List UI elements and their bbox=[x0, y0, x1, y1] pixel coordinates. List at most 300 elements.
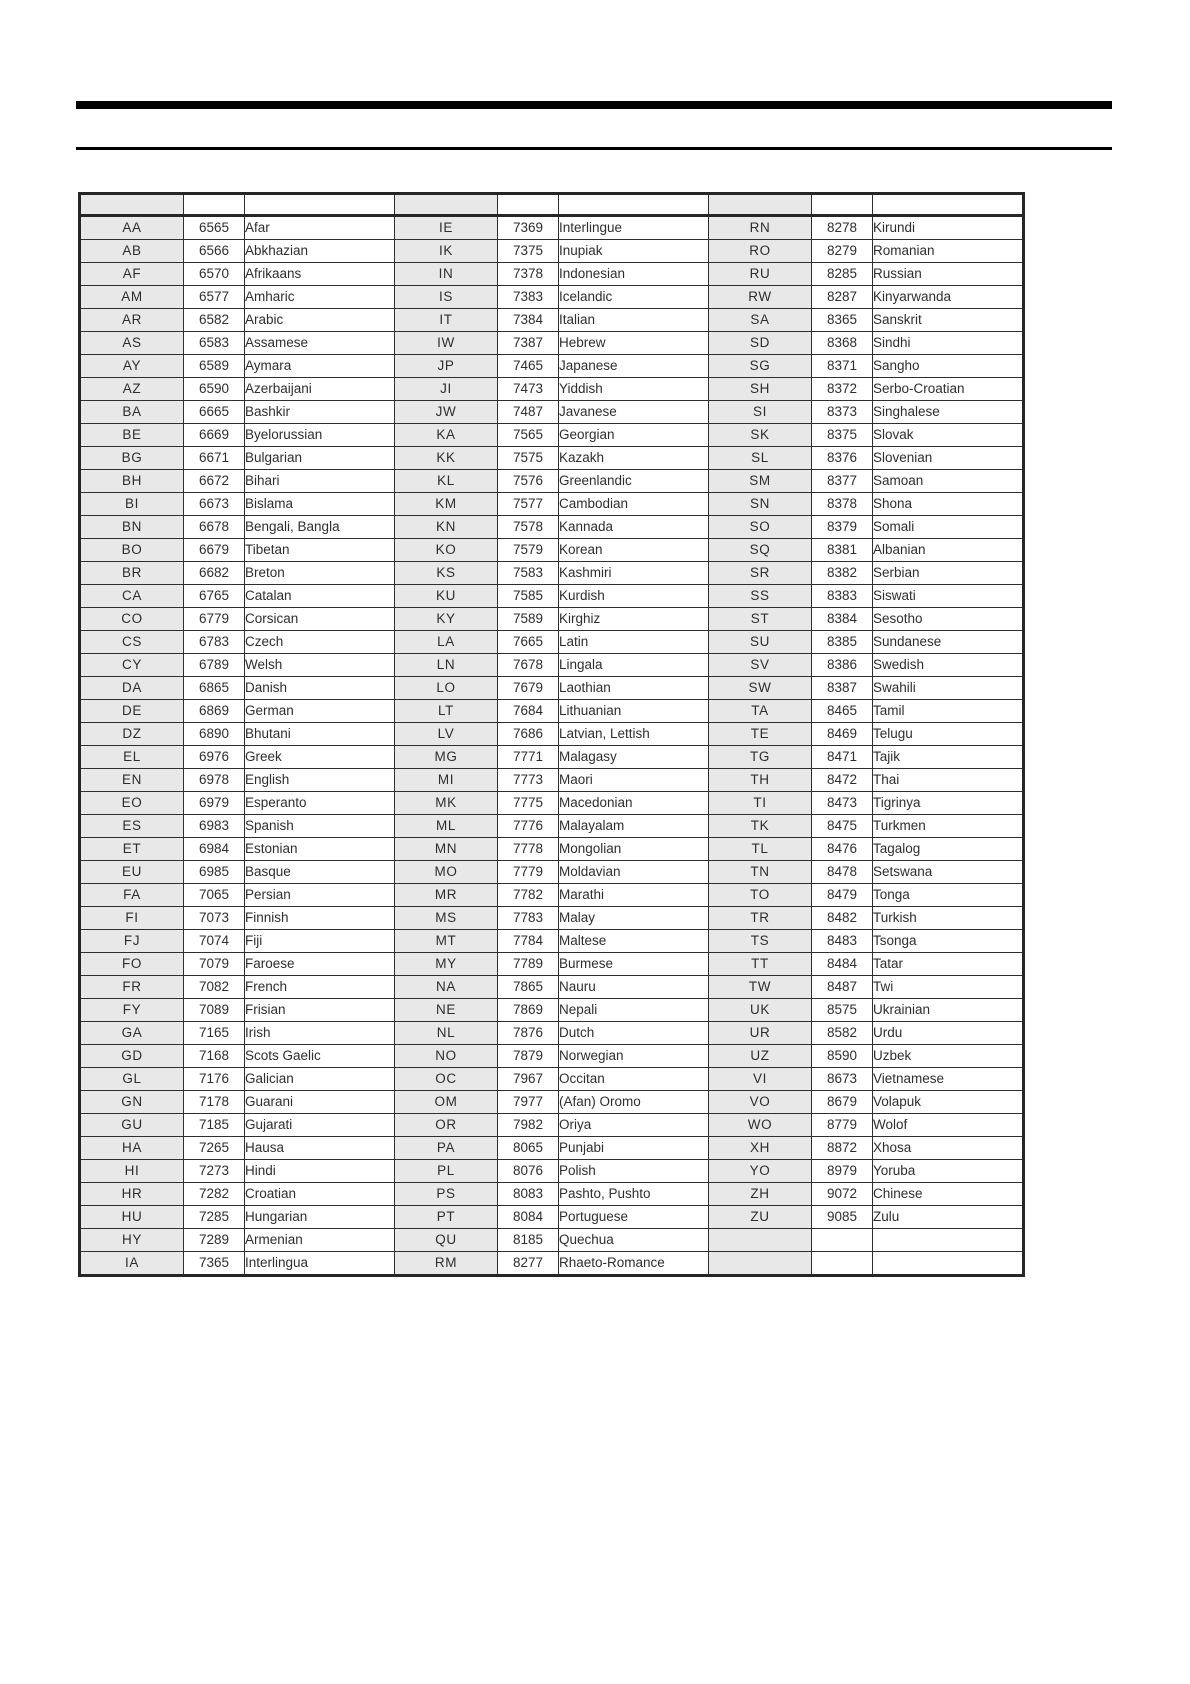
code-cell: EN bbox=[80, 769, 184, 792]
language-cell: Scots Gaelic bbox=[245, 1045, 395, 1068]
number-cell: 7289 bbox=[184, 1229, 245, 1252]
code-cell: XH bbox=[709, 1137, 812, 1160]
top-thick-rule bbox=[76, 101, 1112, 109]
number-cell: 7369 bbox=[498, 216, 559, 240]
number-cell: 7589 bbox=[498, 608, 559, 631]
number-cell: 8469 bbox=[812, 723, 873, 746]
language-cell: Assamese bbox=[245, 332, 395, 355]
number-cell: 7789 bbox=[498, 953, 559, 976]
number-cell: 6577 bbox=[184, 286, 245, 309]
number-cell: 7065 bbox=[184, 884, 245, 907]
language-cell: Macedonian bbox=[559, 792, 709, 815]
code-cell: BO bbox=[80, 539, 184, 562]
language-cell: Afar bbox=[245, 216, 395, 240]
code-cell: DZ bbox=[80, 723, 184, 746]
language-cell: Kinyarwanda bbox=[873, 286, 1024, 309]
language-cell: Malagasy bbox=[559, 746, 709, 769]
number-cell: 6765 bbox=[184, 585, 245, 608]
code-cell: JP bbox=[395, 355, 498, 378]
number-cell: 6789 bbox=[184, 654, 245, 677]
table-row bbox=[80, 1206, 1024, 1229]
number-cell: 7383 bbox=[498, 286, 559, 309]
code-cell: AB bbox=[80, 240, 184, 263]
language-cell: Slovenian bbox=[873, 447, 1024, 470]
code-cell: KK bbox=[395, 447, 498, 470]
number-cell: 7565 bbox=[498, 424, 559, 447]
code-cell: EU bbox=[80, 861, 184, 884]
language-cell: Frisian bbox=[245, 999, 395, 1022]
language-cell: Kirghiz bbox=[559, 608, 709, 631]
code-cell: NO bbox=[395, 1045, 498, 1068]
table-row bbox=[80, 1022, 1024, 1045]
number-cell: 9072 bbox=[812, 1183, 873, 1206]
language-cell: Bislama bbox=[245, 493, 395, 516]
table-row bbox=[80, 769, 1024, 792]
language-cell: Ukrainian bbox=[873, 999, 1024, 1022]
table-row bbox=[80, 700, 1024, 723]
code-cell: NL bbox=[395, 1022, 498, 1045]
language-cell: Swahili bbox=[873, 677, 1024, 700]
table-row bbox=[80, 1045, 1024, 1068]
code-cell: SR bbox=[709, 562, 812, 585]
code-cell: SD bbox=[709, 332, 812, 355]
code-cell: QU bbox=[395, 1229, 498, 1252]
code-cell: FO bbox=[80, 953, 184, 976]
table-row bbox=[80, 516, 1024, 539]
code-cell: ET bbox=[80, 838, 184, 861]
code-cell: RO bbox=[709, 240, 812, 263]
table-row bbox=[80, 216, 1024, 240]
code-cell: SA bbox=[709, 309, 812, 332]
language-cell: Interlingua bbox=[245, 1252, 395, 1276]
code-cell: LA bbox=[395, 631, 498, 654]
number-cell: 7285 bbox=[184, 1206, 245, 1229]
language-cell: Turkish bbox=[873, 907, 1024, 930]
language-cell: Kashmiri bbox=[559, 562, 709, 585]
code-cell: IN bbox=[395, 263, 498, 286]
code-cell: BR bbox=[80, 562, 184, 585]
number-cell: 8385 bbox=[812, 631, 873, 654]
code-cell: KY bbox=[395, 608, 498, 631]
language-cell: Maltese bbox=[559, 930, 709, 953]
code-cell: MO bbox=[395, 861, 498, 884]
code-cell: SO bbox=[709, 516, 812, 539]
language-cell: Burmese bbox=[559, 953, 709, 976]
code-cell: UK bbox=[709, 999, 812, 1022]
language-cell: Tagalog bbox=[873, 838, 1024, 861]
number-cell: 7378 bbox=[498, 263, 559, 286]
table-row bbox=[80, 746, 1024, 769]
number-cell: 7579 bbox=[498, 539, 559, 562]
language-cell: Chinese bbox=[873, 1183, 1024, 1206]
code-cell: MG bbox=[395, 746, 498, 769]
code-cell: UZ bbox=[709, 1045, 812, 1068]
table-row bbox=[80, 286, 1024, 309]
code-cell: EO bbox=[80, 792, 184, 815]
number-cell: 8575 bbox=[812, 999, 873, 1022]
code-cell: PT bbox=[395, 1206, 498, 1229]
number-cell: 9085 bbox=[812, 1206, 873, 1229]
table-row bbox=[80, 470, 1024, 493]
code-cell: GD bbox=[80, 1045, 184, 1068]
language-cell: Vietnamese bbox=[873, 1068, 1024, 1091]
language-cell: Greek bbox=[245, 746, 395, 769]
code-cell: LT bbox=[395, 700, 498, 723]
language-cell: Kazakh bbox=[559, 447, 709, 470]
number-cell: 8065 bbox=[498, 1137, 559, 1160]
code-cell: YO bbox=[709, 1160, 812, 1183]
language-cell: Azerbaijani bbox=[245, 378, 395, 401]
number-cell: 6672 bbox=[184, 470, 245, 493]
language-cell bbox=[873, 1252, 1024, 1276]
language-cell: Urdu bbox=[873, 1022, 1024, 1045]
language-cell: Occitan bbox=[559, 1068, 709, 1091]
number-cell: 7775 bbox=[498, 792, 559, 815]
language-cell: Sanskrit bbox=[873, 309, 1024, 332]
code-cell: KM bbox=[395, 493, 498, 516]
number-cell: 7679 bbox=[498, 677, 559, 700]
code-cell: VO bbox=[709, 1091, 812, 1114]
number-cell: 7074 bbox=[184, 930, 245, 953]
number-cell: 6779 bbox=[184, 608, 245, 631]
code-cell: JW bbox=[395, 401, 498, 424]
language-cell: Siswati bbox=[873, 585, 1024, 608]
code-cell: OR bbox=[395, 1114, 498, 1137]
number-cell: 8473 bbox=[812, 792, 873, 815]
code-cell: IK bbox=[395, 240, 498, 263]
number-cell: 7773 bbox=[498, 769, 559, 792]
language-cell: Xhosa bbox=[873, 1137, 1024, 1160]
code-cell: SS bbox=[709, 585, 812, 608]
language-cell: Tigrinya bbox=[873, 792, 1024, 815]
code-cell bbox=[709, 1252, 812, 1276]
language-cell: Russian bbox=[873, 263, 1024, 286]
code-cell: SK bbox=[709, 424, 812, 447]
number-cell: 7782 bbox=[498, 884, 559, 907]
language-cell: Armenian bbox=[245, 1229, 395, 1252]
language-cell: Nepali bbox=[559, 999, 709, 1022]
table-row bbox=[80, 240, 1024, 263]
number-cell: 8287 bbox=[812, 286, 873, 309]
header-number-cell bbox=[184, 194, 245, 216]
number-cell: 8471 bbox=[812, 746, 873, 769]
number-cell: 6669 bbox=[184, 424, 245, 447]
language-cell: Singhalese bbox=[873, 401, 1024, 424]
code-cell: FA bbox=[80, 884, 184, 907]
number-cell: 6565 bbox=[184, 216, 245, 240]
code-cell: KN bbox=[395, 516, 498, 539]
number-cell: 7865 bbox=[498, 976, 559, 999]
number-cell bbox=[812, 1252, 873, 1276]
number-cell: 8382 bbox=[812, 562, 873, 585]
number-cell: 6983 bbox=[184, 815, 245, 838]
language-cell: Oriya bbox=[559, 1114, 709, 1137]
number-cell: 8779 bbox=[812, 1114, 873, 1137]
language-cell: Latvian, Lettish bbox=[559, 723, 709, 746]
number-cell: 7168 bbox=[184, 1045, 245, 1068]
language-cell: Welsh bbox=[245, 654, 395, 677]
table-row bbox=[80, 930, 1024, 953]
table-row bbox=[80, 424, 1024, 447]
code-cell: IS bbox=[395, 286, 498, 309]
table-row bbox=[80, 1229, 1024, 1252]
code-cell: ST bbox=[709, 608, 812, 631]
language-cell: Aymara bbox=[245, 355, 395, 378]
number-cell: 6566 bbox=[184, 240, 245, 263]
number-cell: 8371 bbox=[812, 355, 873, 378]
code-cell: IT bbox=[395, 309, 498, 332]
number-cell: 7073 bbox=[184, 907, 245, 930]
code-cell: SM bbox=[709, 470, 812, 493]
number-cell: 8277 bbox=[498, 1252, 559, 1276]
language-cell: Catalan bbox=[245, 585, 395, 608]
code-cell: VI bbox=[709, 1068, 812, 1091]
number-cell: 7079 bbox=[184, 953, 245, 976]
number-cell: 8483 bbox=[812, 930, 873, 953]
number-cell: 6984 bbox=[184, 838, 245, 861]
code-cell: SQ bbox=[709, 539, 812, 562]
number-cell: 7178 bbox=[184, 1091, 245, 1114]
language-cell: Mongolian bbox=[559, 838, 709, 861]
language-cell: Punjabi bbox=[559, 1137, 709, 1160]
language-cell: Twi bbox=[873, 976, 1024, 999]
language-cell: Quechua bbox=[559, 1229, 709, 1252]
number-cell: 8582 bbox=[812, 1022, 873, 1045]
language-cell: Amharic bbox=[245, 286, 395, 309]
code-cell: NA bbox=[395, 976, 498, 999]
language-cell: Tibetan bbox=[245, 539, 395, 562]
table-row bbox=[80, 723, 1024, 746]
number-cell: 7876 bbox=[498, 1022, 559, 1045]
language-cell: Tajik bbox=[873, 746, 1024, 769]
number-cell: 7778 bbox=[498, 838, 559, 861]
number-cell: 6673 bbox=[184, 493, 245, 516]
language-cell: Bengali, Bangla bbox=[245, 516, 395, 539]
number-cell: 7265 bbox=[184, 1137, 245, 1160]
number-cell: 8979 bbox=[812, 1160, 873, 1183]
language-cell: Breton bbox=[245, 562, 395, 585]
language-cell: Afrikaans bbox=[245, 263, 395, 286]
language-cell: Uzbek bbox=[873, 1045, 1024, 1068]
code-cell: TH bbox=[709, 769, 812, 792]
code-cell: KU bbox=[395, 585, 498, 608]
language-cell: Hindi bbox=[245, 1160, 395, 1183]
language-cell: Lingala bbox=[559, 654, 709, 677]
number-cell: 7375 bbox=[498, 240, 559, 263]
language-cell: Yiddish bbox=[559, 378, 709, 401]
language-cell: Spanish bbox=[245, 815, 395, 838]
number-cell: 8285 bbox=[812, 263, 873, 286]
table-row bbox=[80, 1183, 1024, 1206]
number-cell: 6583 bbox=[184, 332, 245, 355]
number-cell: 8185 bbox=[498, 1229, 559, 1252]
number-cell: 7686 bbox=[498, 723, 559, 746]
table-row bbox=[80, 631, 1024, 654]
code-cell: DA bbox=[80, 677, 184, 700]
code-cell: HI bbox=[80, 1160, 184, 1183]
language-cell: Volapuk bbox=[873, 1091, 1024, 1114]
number-cell: 6570 bbox=[184, 263, 245, 286]
language-code-table bbox=[78, 192, 1025, 1277]
number-cell: 7089 bbox=[184, 999, 245, 1022]
language-cell: Sesotho bbox=[873, 608, 1024, 631]
language-cell: Telugu bbox=[873, 723, 1024, 746]
language-cell: Kirundi bbox=[873, 216, 1024, 240]
number-cell: 6590 bbox=[184, 378, 245, 401]
code-cell: CS bbox=[80, 631, 184, 654]
number-cell: 7583 bbox=[498, 562, 559, 585]
code-cell: SW bbox=[709, 677, 812, 700]
code-cell: PS bbox=[395, 1183, 498, 1206]
table-row bbox=[80, 401, 1024, 424]
number-cell: 6665 bbox=[184, 401, 245, 424]
code-cell: HU bbox=[80, 1206, 184, 1229]
header-language-cell bbox=[245, 194, 395, 216]
number-cell: 8373 bbox=[812, 401, 873, 424]
code-cell: OM bbox=[395, 1091, 498, 1114]
language-cell: Marathi bbox=[559, 884, 709, 907]
table-row bbox=[80, 677, 1024, 700]
language-cell: German bbox=[245, 700, 395, 723]
language-cell: Javanese bbox=[559, 401, 709, 424]
number-cell: 7176 bbox=[184, 1068, 245, 1091]
table-row bbox=[80, 585, 1024, 608]
code-cell: ES bbox=[80, 815, 184, 838]
code-cell: RN bbox=[709, 216, 812, 240]
code-cell: MT bbox=[395, 930, 498, 953]
code-cell: IE bbox=[395, 216, 498, 240]
language-cell: Portuguese bbox=[559, 1206, 709, 1229]
code-cell: AZ bbox=[80, 378, 184, 401]
number-cell: 8376 bbox=[812, 447, 873, 470]
code-cell: BI bbox=[80, 493, 184, 516]
table-row bbox=[80, 999, 1024, 1022]
number-cell: 7487 bbox=[498, 401, 559, 424]
number-cell: 6890 bbox=[184, 723, 245, 746]
code-cell: BN bbox=[80, 516, 184, 539]
language-cell: Slovak bbox=[873, 424, 1024, 447]
code-cell: TE bbox=[709, 723, 812, 746]
code-cell: RW bbox=[709, 286, 812, 309]
code-cell: TW bbox=[709, 976, 812, 999]
code-cell: FJ bbox=[80, 930, 184, 953]
header-code-cell bbox=[80, 194, 184, 216]
code-cell: TN bbox=[709, 861, 812, 884]
language-cell: Tamil bbox=[873, 700, 1024, 723]
language-cell: Indonesian bbox=[559, 263, 709, 286]
code-cell: AS bbox=[80, 332, 184, 355]
code-cell: BA bbox=[80, 401, 184, 424]
number-cell: 8387 bbox=[812, 677, 873, 700]
language-cell: Croatian bbox=[245, 1183, 395, 1206]
code-cell: HY bbox=[80, 1229, 184, 1252]
table-row bbox=[80, 1160, 1024, 1183]
number-cell: 7967 bbox=[498, 1068, 559, 1091]
language-cell: Somali bbox=[873, 516, 1024, 539]
table-row bbox=[80, 815, 1024, 838]
code-cell: HR bbox=[80, 1183, 184, 1206]
language-cell: Georgian bbox=[559, 424, 709, 447]
number-cell: 8076 bbox=[498, 1160, 559, 1183]
number-cell: 7575 bbox=[498, 447, 559, 470]
code-cell: BE bbox=[80, 424, 184, 447]
table-row bbox=[80, 1252, 1024, 1276]
code-cell: WO bbox=[709, 1114, 812, 1137]
code-cell: ZH bbox=[709, 1183, 812, 1206]
language-cell: Cambodian bbox=[559, 493, 709, 516]
language-cell: French bbox=[245, 976, 395, 999]
language-cell: Yoruba bbox=[873, 1160, 1024, 1183]
code-cell: KS bbox=[395, 562, 498, 585]
number-cell: 7779 bbox=[498, 861, 559, 884]
code-cell: SL bbox=[709, 447, 812, 470]
code-cell: OC bbox=[395, 1068, 498, 1091]
number-cell: 7784 bbox=[498, 930, 559, 953]
code-cell: TG bbox=[709, 746, 812, 769]
number-cell: 7977 bbox=[498, 1091, 559, 1114]
code-cell: MI bbox=[395, 769, 498, 792]
language-cell: Hausa bbox=[245, 1137, 395, 1160]
number-cell: 7473 bbox=[498, 378, 559, 401]
language-cell: Guarani bbox=[245, 1091, 395, 1114]
language-cell: Sangho bbox=[873, 355, 1024, 378]
number-cell: 7771 bbox=[498, 746, 559, 769]
language-cell: Finnish bbox=[245, 907, 395, 930]
language-cell: Corsican bbox=[245, 608, 395, 631]
number-cell: 8479 bbox=[812, 884, 873, 907]
number-cell: 8673 bbox=[812, 1068, 873, 1091]
number-cell: 6678 bbox=[184, 516, 245, 539]
code-cell: AY bbox=[80, 355, 184, 378]
language-cell: Latin bbox=[559, 631, 709, 654]
code-cell: LN bbox=[395, 654, 498, 677]
number-cell: 6978 bbox=[184, 769, 245, 792]
language-cell: Wolof bbox=[873, 1114, 1024, 1137]
code-cell: MS bbox=[395, 907, 498, 930]
number-cell: 8368 bbox=[812, 332, 873, 355]
number-cell: 7185 bbox=[184, 1114, 245, 1137]
number-cell: 8478 bbox=[812, 861, 873, 884]
header-language-cell bbox=[559, 194, 709, 216]
number-cell: 8278 bbox=[812, 216, 873, 240]
number-cell: 8379 bbox=[812, 516, 873, 539]
language-cell: Inupiak bbox=[559, 240, 709, 263]
language-cell: Sindhi bbox=[873, 332, 1024, 355]
language-cell: Tsonga bbox=[873, 930, 1024, 953]
code-cell: NE bbox=[395, 999, 498, 1022]
language-cell: Shona bbox=[873, 493, 1024, 516]
table-row bbox=[80, 309, 1024, 332]
language-cell: Korean bbox=[559, 539, 709, 562]
table-row bbox=[80, 608, 1024, 631]
language-cell: Galician bbox=[245, 1068, 395, 1091]
code-cell: SN bbox=[709, 493, 812, 516]
number-cell: 8472 bbox=[812, 769, 873, 792]
language-cell: Czech bbox=[245, 631, 395, 654]
number-cell: 8378 bbox=[812, 493, 873, 516]
language-cell: Rhaeto-Romance bbox=[559, 1252, 709, 1276]
language-cell: Sundanese bbox=[873, 631, 1024, 654]
code-cell: GN bbox=[80, 1091, 184, 1114]
number-cell: 8372 bbox=[812, 378, 873, 401]
language-cell: Bashkir bbox=[245, 401, 395, 424]
language-cell: Setswana bbox=[873, 861, 1024, 884]
table-row bbox=[80, 654, 1024, 677]
code-cell: MK bbox=[395, 792, 498, 815]
code-cell: ZU bbox=[709, 1206, 812, 1229]
language-cell: Moldavian bbox=[559, 861, 709, 884]
number-cell: 7585 bbox=[498, 585, 559, 608]
